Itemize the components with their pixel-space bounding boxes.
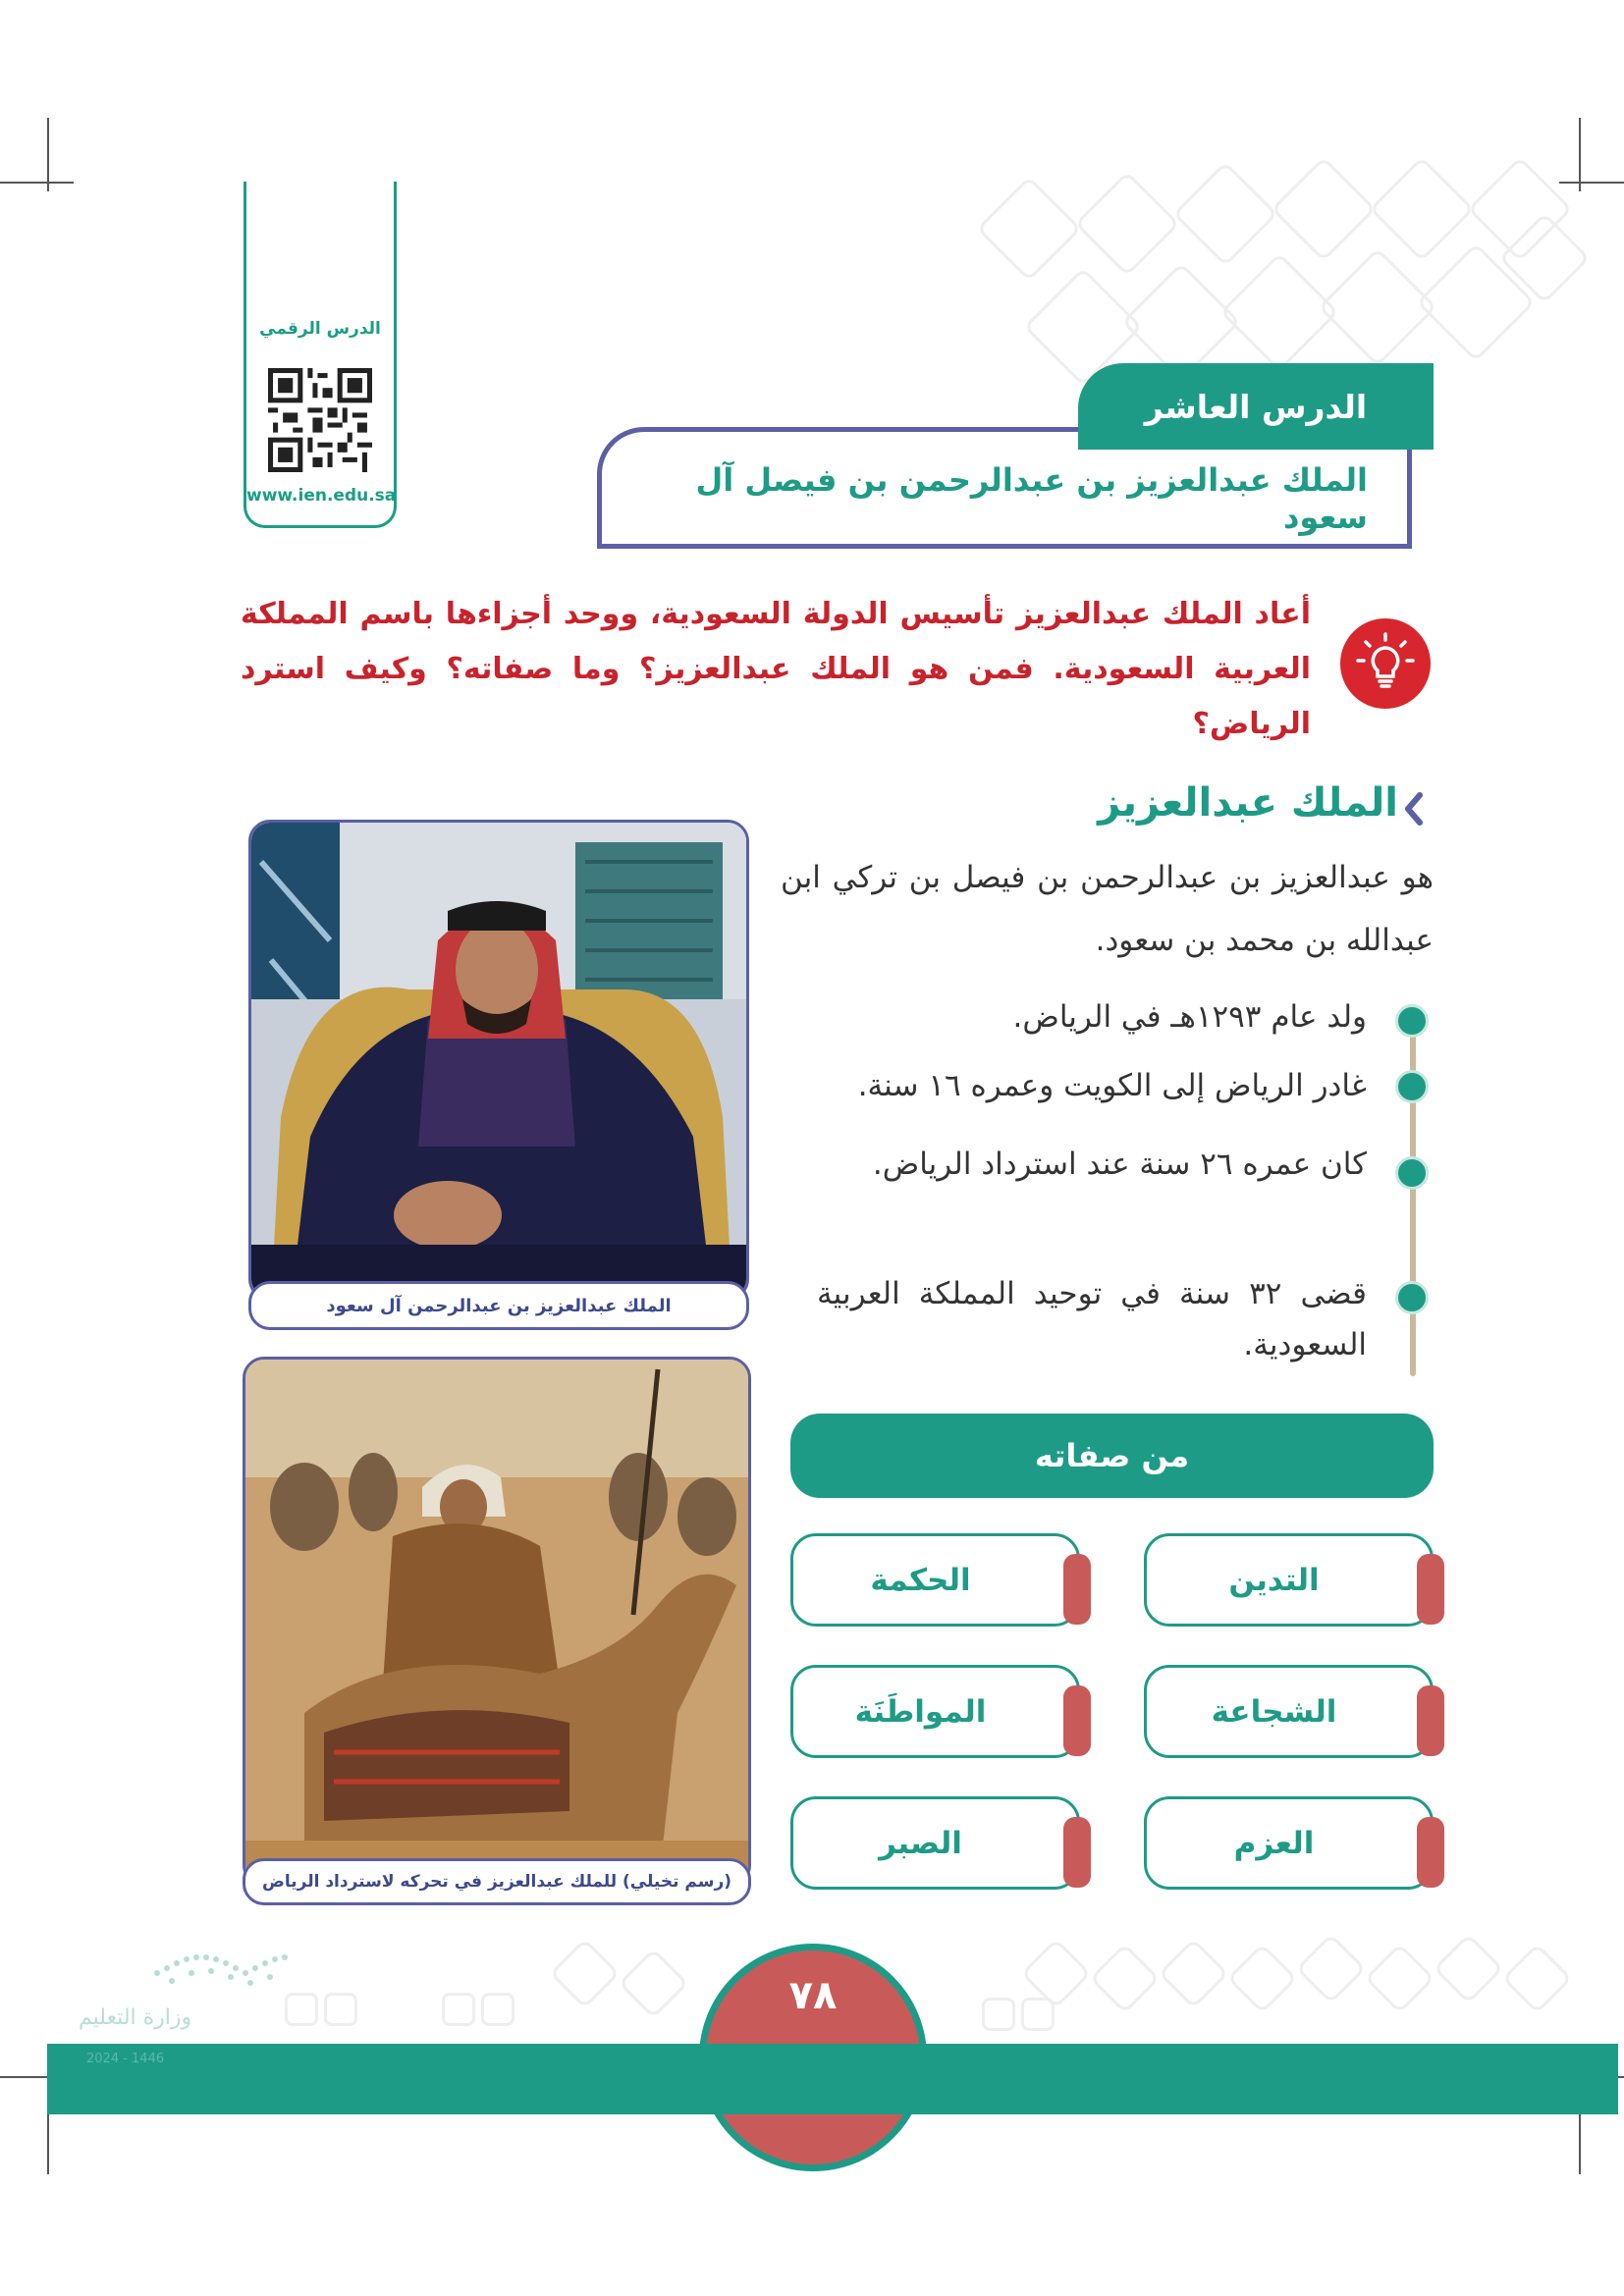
digital-lesson-url[interactable]: www.ien.edu.sa: [246, 486, 397, 506]
trait-card: [790, 1796, 1080, 1890]
qr-code-icon[interactable]: [268, 368, 372, 472]
portrait-image: [248, 820, 749, 1301]
trait-label: العزم: [1233, 1825, 1315, 1861]
fact-item: ولد عام ١٢٩٣هـ في الرياض.: [1012, 999, 1367, 1035]
trait-label: الصبر: [879, 1825, 962, 1861]
traits-heading: من صفاته: [790, 1414, 1434, 1498]
trait-card: [790, 1665, 1080, 1758]
digital-lesson-label: الدرس الرقمي: [259, 319, 381, 339]
ministry-logo-icon: [147, 1944, 295, 1993]
intro-question: أعاد الملك عبدالعزيز تأسيس الدولة السعودية، ووحد أجزاءها باسم المملكة العربية السعودية. فمن هو الملك عبدالعزيز؟ وما صفاته؟ وكيف استرد الرياض؟: [241, 597, 1311, 741]
section-description: هو عبدالعزيز بن عبدالرحمن بن فيصل بن تركي ابن عبدالله بن محمد بن سعود.: [781, 860, 1434, 958]
trait-label: الشجاعة: [1211, 1693, 1337, 1730]
trait-card: [1144, 1796, 1434, 1890]
timeline-dot: [1395, 1070, 1429, 1103]
timeline-dot: [1395, 1281, 1429, 1314]
fact-item: كان عمره ٢٦ سنة عند استرداد الرياض.: [872, 1147, 1367, 1182]
trait-label: التدين: [1228, 1562, 1320, 1598]
footer-bar: [47, 2044, 1618, 2114]
page-number: ٧٨: [788, 1973, 838, 2018]
portrait-caption: الملك عبدالعزيز بن عبدالرحمن آل سعود: [248, 1281, 749, 1330]
timeline-dot: [1395, 1004, 1429, 1038]
fact-item: غادر الرياض إلى الكويت وعمره ١٦ سنة.: [857, 1068, 1367, 1103]
fact-item: قضى ٣٢ سنة في توحيد المملكة العربية السعودية.: [817, 1276, 1367, 1362]
trait-card: [1144, 1533, 1434, 1627]
ministry-name: وزارة التعليم: [79, 2005, 192, 2030]
lesson-number-tab: الدرس العاشر: [1078, 363, 1434, 450]
digital-lesson-card[interactable]: [244, 182, 397, 528]
edition-year: 2024 - 1446: [86, 2052, 165, 2066]
camel-caption: (رسم تخيلي) للملك عبدالعزيز في تحركه لاسترداد الرياض: [243, 1858, 751, 1905]
trait-label: الحكمة: [870, 1562, 971, 1598]
lightbulb-icon: [1340, 618, 1431, 709]
trait-card: [1144, 1665, 1434, 1758]
timeline-dot: [1395, 1156, 1429, 1190]
trait-label: المواطَنَة: [854, 1693, 987, 1730]
timeline-line: [1410, 1013, 1416, 1376]
trait-card: [790, 1533, 1080, 1627]
camel-painting-image: [243, 1357, 751, 1887]
lesson-title: الملك عبدالعزيز بن عبدالرحمن بن فيصل آل سعود: [695, 461, 1368, 536]
section-title: الملك عبدالعزيز: [1098, 780, 1398, 826]
chevron-left-icon: [1402, 791, 1426, 827]
